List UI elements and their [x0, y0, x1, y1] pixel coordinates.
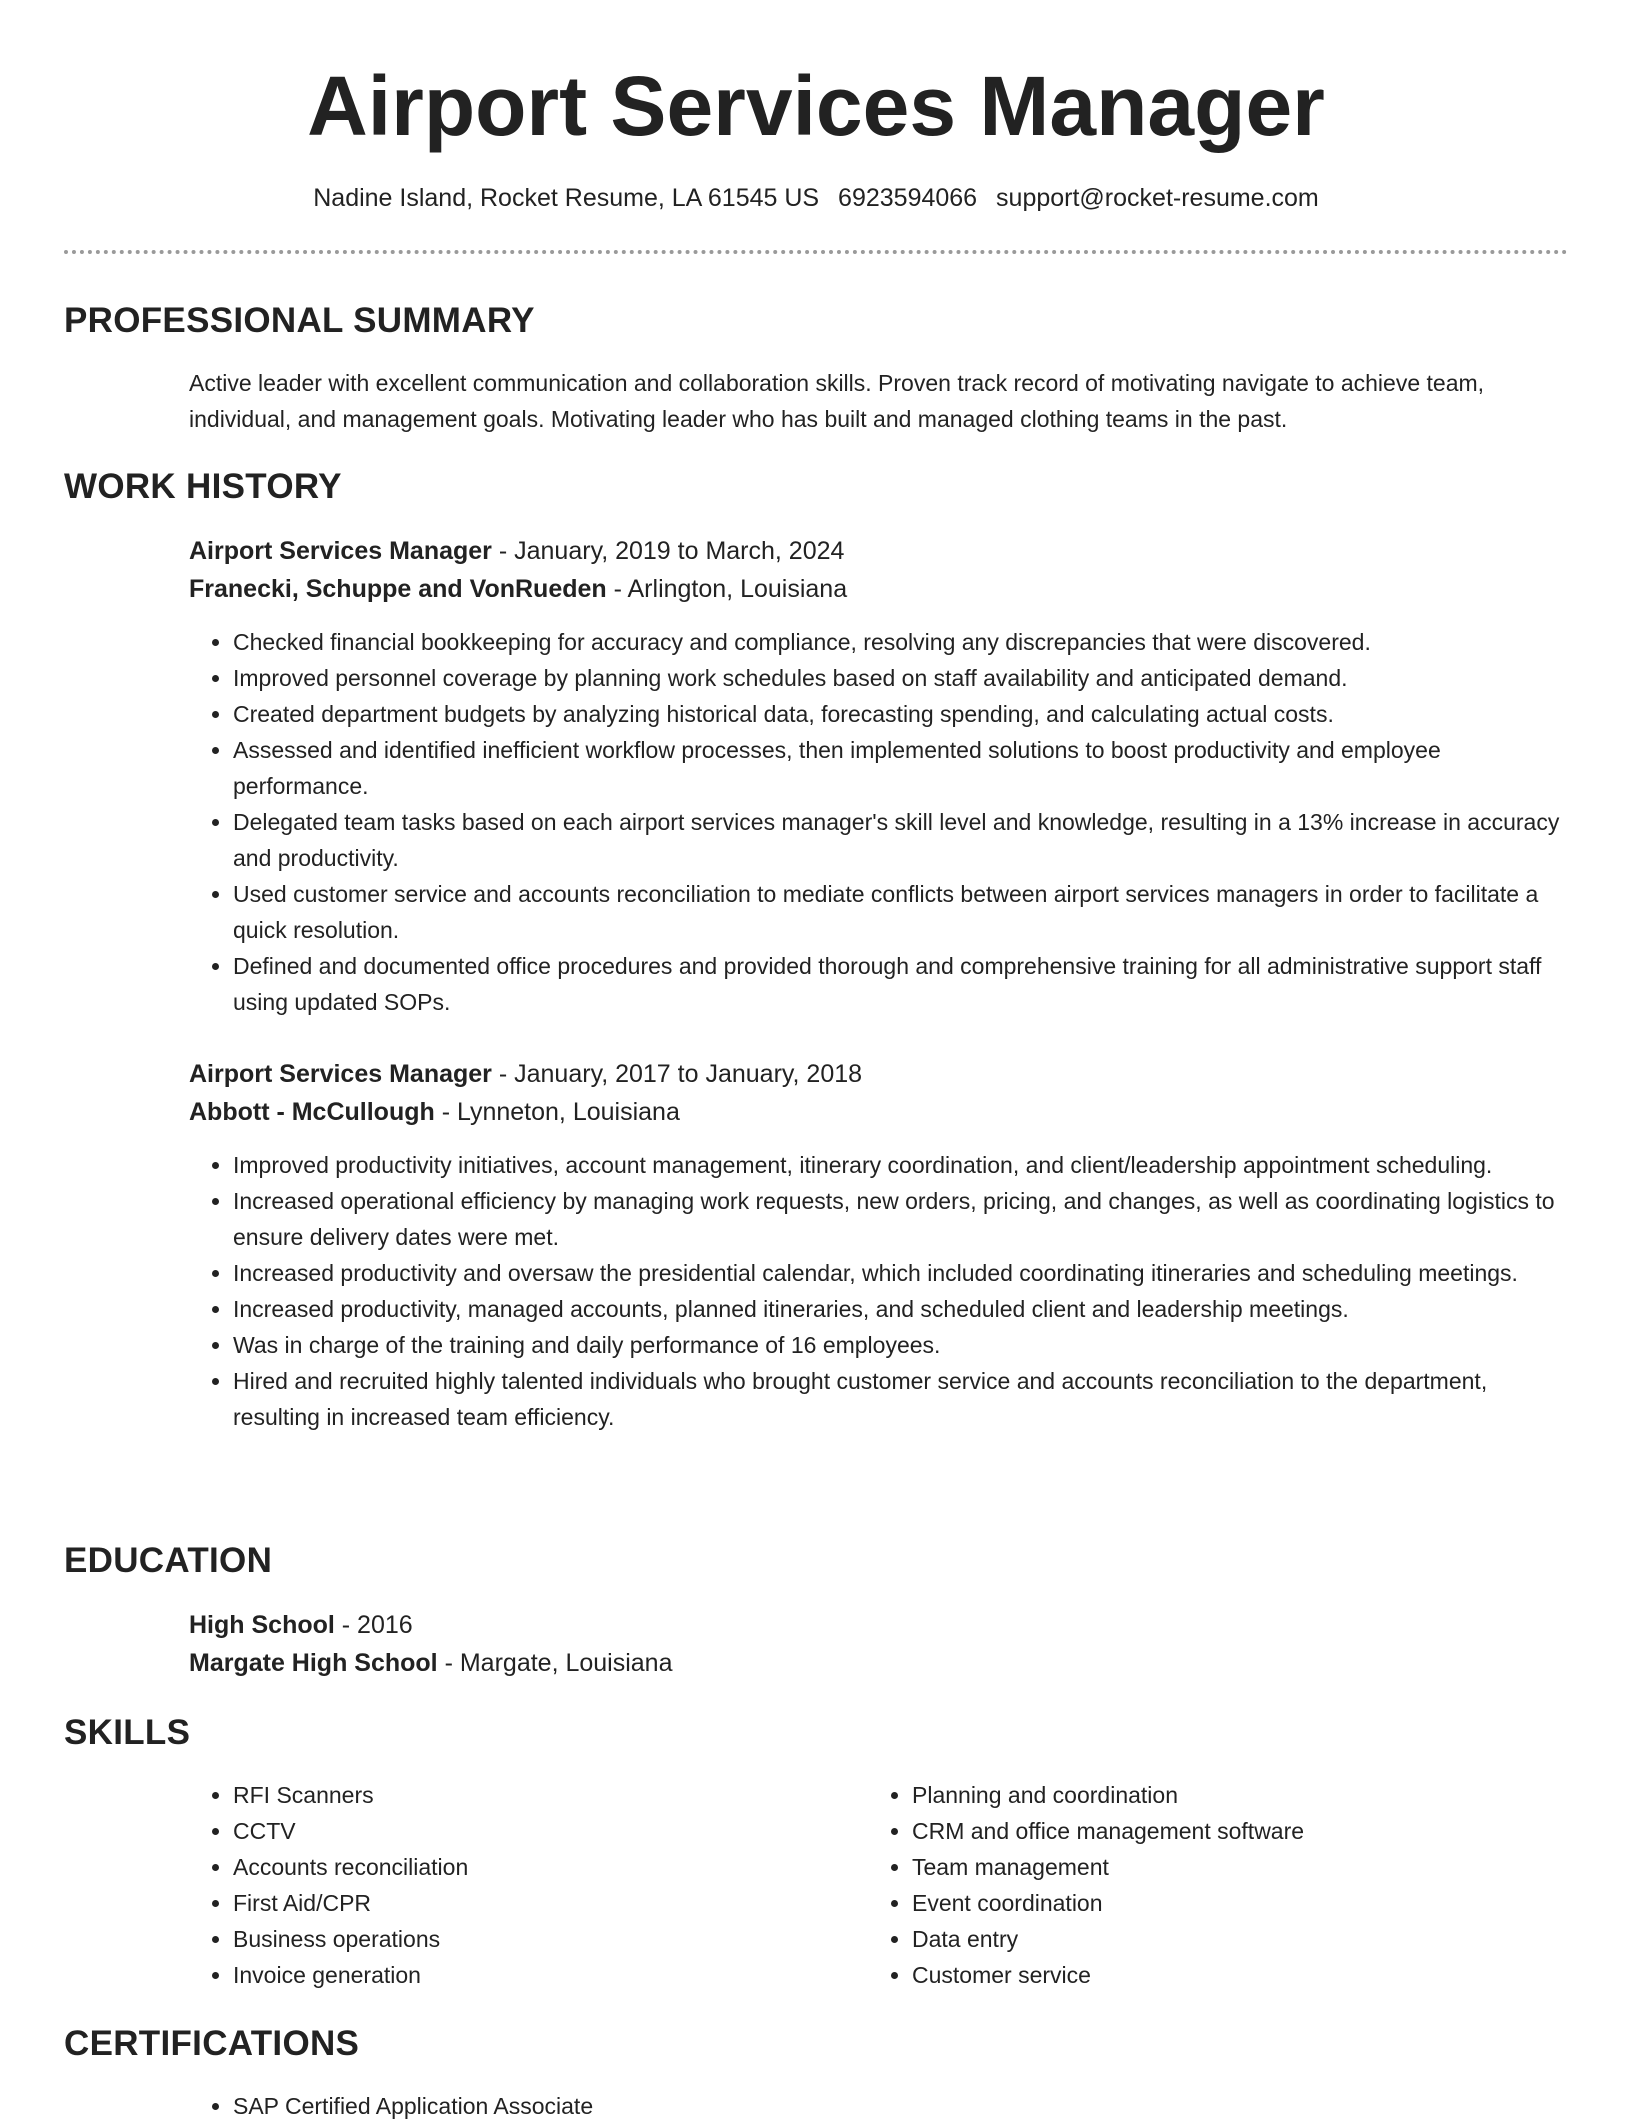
header-divider — [64, 250, 1568, 254]
list-item: • Checked financial bookkeeping for accuracy and compliance, resolving any discrepancies that were discovered. — [233, 624, 1569, 660]
job-bullets — [189, 1147, 1569, 1435]
education-year: - 2016 — [334, 1611, 413, 1639]
job-role: Airport Services Manager — [189, 537, 492, 565]
section-title-work-history: WORK HISTORY — [64, 467, 342, 506]
list-item: • Improved personnel coverage by planning work schedules based on staff availability and anticipated demand. — [233, 660, 1569, 696]
skill-item: • Invoice generation — [233, 1957, 809, 1993]
certifications-block — [189, 2088, 1569, 2124]
education-school: Margate High School — [189, 1649, 438, 1677]
job-role: Airport Services Manager — [189, 1060, 492, 1088]
certifications-list — [189, 2088, 1569, 2124]
job-company-line — [189, 1093, 1569, 1131]
job-company: Franecki, Schuppe and VonRueden — [189, 575, 607, 603]
skill-item: • Data entry — [912, 1921, 1488, 1957]
summary-block — [189, 365, 1569, 437]
list-item: • Delegated team tasks based on each airport services manager's skill level and knowledge, resulting in a 13% increase in accuracy and productivity. — [233, 804, 1569, 876]
certification-item: • SAP Certified Application Associate — [233, 2088, 1569, 2124]
list-item: • Improved productivity initiatives, account management, itinerary coordination, and client/leadership appointment scheduling. — [233, 1147, 1569, 1183]
list-item: • Increased operational efficiency by managing work requests, new orders, pricing, and changes, as well as coordinating logistics to ensure delivery dates were met. — [233, 1183, 1569, 1255]
job-company-line — [189, 570, 1569, 608]
job-company: Abbott - McCullough — [189, 1098, 435, 1126]
contact-email: support@rocket-resume.com — [996, 184, 1319, 212]
section-title-summary: PROFESSIONAL SUMMARY — [64, 301, 535, 340]
list-item: • Increased productivity, managed accounts, planned itineraries, and scheduled client and leadership meetings. — [233, 1291, 1569, 1327]
contact-address: Nadine Island, Rocket Resume, LA 61545 US — [313, 184, 820, 212]
education-school-line — [189, 1644, 1569, 1682]
job-title-line — [189, 532, 1569, 570]
job-location: - Lynneton, Louisiana — [434, 1098, 680, 1126]
skills-list — [189, 1777, 809, 1993]
education-degree: High School — [189, 1611, 335, 1639]
list-item: • Hired and recruited highly talented individuals who brought customer service and accounts reconciliation to the department, resulting in increased team efficiency. — [233, 1363, 1569, 1435]
resume-name: Airport Services Manager — [307, 59, 1325, 153]
list-item: • Used customer service and accounts reconciliation to mediate conflicts between airport services managers in order to facilitate a quick resolution. — [233, 876, 1569, 948]
list-item: • Created department budgets by analyzing historical data, forecasting spending, and calculating actual costs. — [233, 696, 1569, 732]
skill-item: • Customer service — [912, 1957, 1488, 1993]
contact-phone: 6923594066 — [838, 184, 978, 212]
job-dates: - January, 2019 to March, 2024 — [491, 537, 845, 565]
contact-line — [0, 180, 1632, 216]
skill-item: • First Aid/CPR — [233, 1885, 809, 1921]
job-entry — [189, 532, 1569, 1020]
skill-item: • Event coordination — [912, 1885, 1488, 1921]
education-entry — [189, 1606, 1569, 1682]
section-title-education: EDUCATION — [64, 1541, 273, 1580]
job-bullets — [189, 624, 1569, 1020]
skill-item: • Accounts reconciliation — [233, 1849, 809, 1885]
list-item: • Assessed and identified inefficient workflow processes, then implemented solutions to boost productivity and employee performance. — [233, 732, 1569, 804]
list-item: • Increased productivity and oversaw the presidential calendar, which included coordinating itineraries and scheduling meetings. — [233, 1255, 1569, 1291]
skill-item: • CRM and office management software — [912, 1813, 1488, 1849]
section-title-certifications: CERTIFICATIONS — [64, 2024, 360, 2063]
skills-list — [868, 1777, 1488, 1993]
skill-item: • RFI Scanners — [233, 1777, 809, 1813]
section-title-skills: SKILLS — [64, 1713, 191, 1752]
skills-column-right — [868, 1777, 1488, 1993]
skill-item: • Planning and coordination — [912, 1777, 1488, 1813]
job-dates: - January, 2017 to January, 2018 — [491, 1060, 863, 1088]
list-item: • Defined and documented office procedures and provided thorough and comprehensive training for all administrative support staff using updated SOPs. — [233, 948, 1569, 1020]
job-entry — [189, 1055, 1569, 1435]
education-location: - Margate, Louisiana — [437, 1649, 673, 1677]
skill-item: • Team management — [912, 1849, 1488, 1885]
job-location: - Arlington, Louisiana — [606, 575, 848, 603]
skills-column-left — [189, 1777, 809, 1993]
summary-text: Active leader with excellent communication and collaboration skills. Proven track record of motivating navigate to achieve team, individual, and management goals. Motivating leader who has built and managed clothing teams in the past. — [189, 370, 1485, 432]
skill-item: • Business operations — [233, 1921, 809, 1957]
list-item: • Was in charge of the training and daily performance of 16 employees. — [233, 1327, 1569, 1363]
job-title-line — [189, 1055, 1569, 1093]
skill-item: • CCTV — [233, 1813, 809, 1849]
education-degree-line — [189, 1606, 1569, 1644]
